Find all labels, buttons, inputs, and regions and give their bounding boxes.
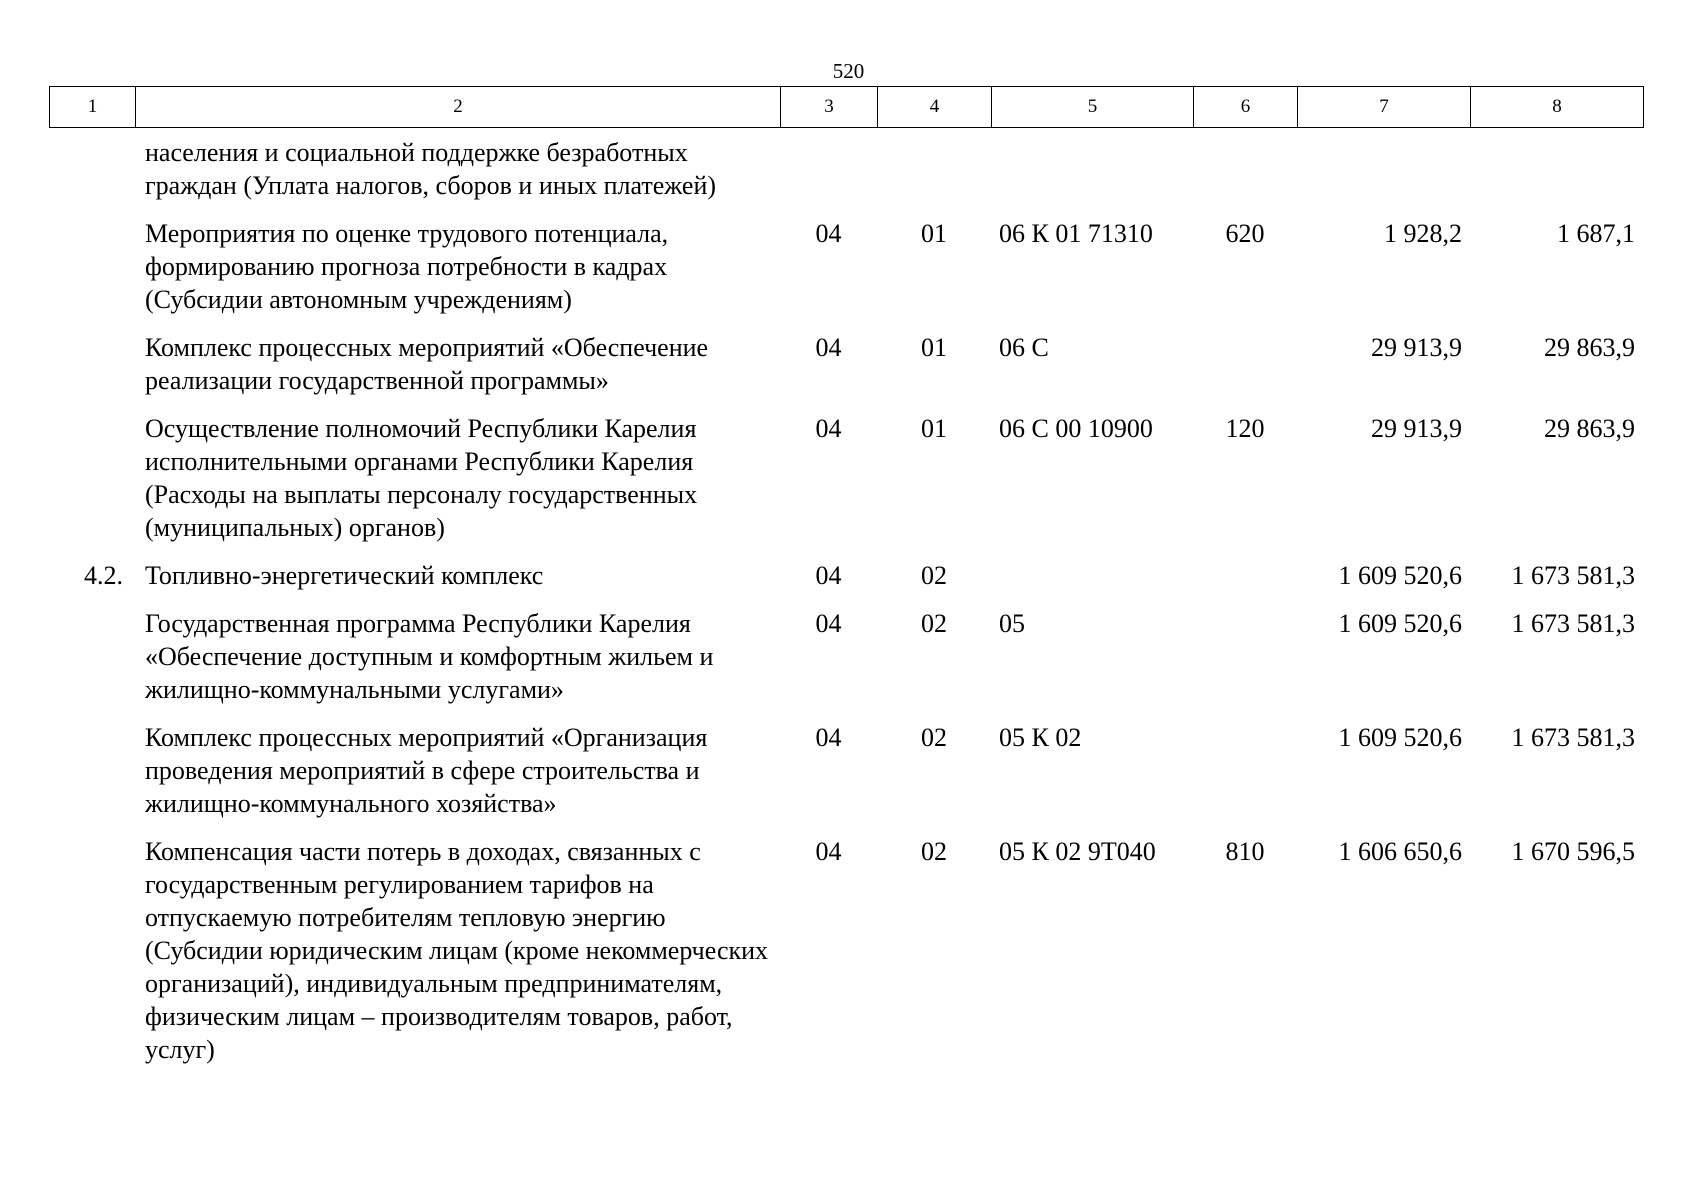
row-amount-year1: 29 913,9 <box>1371 333 1462 362</box>
row-section: 04 <box>815 837 842 866</box>
header-cell: 6 <box>1194 87 1298 128</box>
row-target-article: 06 С 00 10900 <box>999 414 1153 443</box>
row-amount-year2: 1 673 581,3 <box>1511 561 1635 590</box>
row-expense-type <box>1193 136 1297 202</box>
row-expense-type: 810 <box>1225 837 1265 866</box>
row-number <box>49 835 135 1066</box>
column-number-header <box>49 86 1644 128</box>
header-cell: 8 <box>1471 87 1644 128</box>
row-name: Топливно-энергетический комплекс <box>145 561 544 590</box>
row-name: Компенсация части потерь в доходах, связанных с государственным регулированием тарифов на отпускаемую потребителям тепловую энергию (Субсидии юридическим лицам (кроме некоммерческих организаций), индивидуальным предпринимателям, физическим лицам – производителям товаров, работ, услуг) <box>145 837 769 1064</box>
row-amount-year2: 1 673 581,3 <box>1511 723 1635 752</box>
row-number <box>49 721 135 820</box>
row-amount-year1: 29 913,9 <box>1371 414 1462 443</box>
row-number <box>49 217 135 316</box>
row-number <box>49 331 135 397</box>
row-target-article <box>991 559 1193 592</box>
table-row <box>49 412 1643 544</box>
row-subsection: 01 <box>921 414 947 443</box>
row-section <box>780 136 877 202</box>
table-row <box>49 559 1643 592</box>
row-subsection: 02 <box>921 723 947 752</box>
row-name: Осуществление полномочий Республики Карелия исполнительными органами Республики Карелия (Расходы на выплаты персоналу государственных (муниципальных) органов) <box>145 414 698 542</box>
header-row <box>50 87 1644 128</box>
row-expense-type <box>1193 607 1297 706</box>
header-cell: 5 <box>992 87 1194 128</box>
row-expense-type <box>1193 559 1297 592</box>
row-amount-year2: 29 863,9 <box>1544 333 1635 362</box>
row-amount-year2: 1 673 581,3 <box>1511 609 1635 638</box>
row-section: 04 <box>815 723 842 752</box>
row-amount-year1 <box>1297 136 1470 202</box>
row-amount-year2: 1 687,1 <box>1557 219 1635 248</box>
row-number: 4.2. <box>84 561 123 590</box>
row-section: 04 <box>815 609 842 638</box>
header-cell: 4 <box>878 87 992 128</box>
row-target-article: 05 <box>999 609 1025 638</box>
row-name: Комплекс процессных мероприятий «Организация проведения мероприятий в сфере строительства и жилищно-коммунального хозяйства» <box>145 723 708 818</box>
row-subsection: 02 <box>921 561 947 590</box>
table-row <box>49 607 1643 706</box>
row-subsection <box>877 136 991 202</box>
budget-table-body <box>49 136 1643 1081</box>
row-section: 04 <box>815 219 842 248</box>
row-number <box>49 412 135 544</box>
table-row <box>49 331 1643 397</box>
row-expense-type <box>1193 331 1297 397</box>
row-section: 04 <box>815 333 842 362</box>
row-expense-type: 620 <box>1225 219 1265 248</box>
row-name: Мероприятия по оценке трудового потенциала, формированию прогноза потребности в кадрах (Субсидии автономным учреждениям) <box>145 219 669 314</box>
row-amount-year1: 1 606 650,6 <box>1338 837 1462 866</box>
row-amount-year1: 1 609 520,6 <box>1338 609 1462 638</box>
row-target-article <box>991 136 1193 202</box>
row-amount-year1: 1 609 520,6 <box>1338 723 1462 752</box>
header-cell: 1 <box>50 87 136 128</box>
row-target-article: 05 К 02 9Т040 <box>999 837 1156 866</box>
row-expense-type <box>1193 721 1297 820</box>
row-name: населения и социальной поддержке безработных граждан (Уплата налогов, сборов и иных платежей) <box>145 138 717 200</box>
page-number: 520 <box>832 59 865 83</box>
row-section: 04 <box>815 414 842 443</box>
row-target-article: 06 С <box>999 333 1049 362</box>
row-name: Государственная программа Республики Карелия «Обеспечение доступным и комфортным жильем и жилищно-коммунальными услугами» <box>145 609 714 704</box>
row-subsection: 02 <box>921 609 947 638</box>
table-row <box>49 721 1643 820</box>
table-row <box>49 217 1643 316</box>
row-amount-year2: 1 670 596,5 <box>1511 837 1635 866</box>
row-subsection: 02 <box>921 837 947 866</box>
row-subsection: 01 <box>921 333 947 362</box>
row-amount-year1: 1 609 520,6 <box>1338 561 1462 590</box>
header-cell: 7 <box>1298 87 1471 128</box>
header-cell: 2 <box>136 87 781 128</box>
table-row <box>49 136 1643 202</box>
row-amount-year2: 29 863,9 <box>1544 414 1635 443</box>
row-expense-type: 120 <box>1225 414 1265 443</box>
row-number <box>49 136 135 202</box>
row-subsection: 01 <box>921 219 947 248</box>
header-cell: 3 <box>781 87 878 128</box>
table-row <box>49 835 1643 1066</box>
row-amount-year2 <box>1470 136 1643 202</box>
row-amount-year1: 1 928,2 <box>1384 219 1462 248</box>
row-target-article: 05 К 02 <box>999 723 1082 752</box>
row-name: Комплекс процессных мероприятий «Обеспечение реализации государственной программы» <box>145 333 709 395</box>
row-section: 04 <box>815 561 842 590</box>
row-number <box>49 607 135 706</box>
row-target-article: 06 К 01 71310 <box>999 219 1153 248</box>
